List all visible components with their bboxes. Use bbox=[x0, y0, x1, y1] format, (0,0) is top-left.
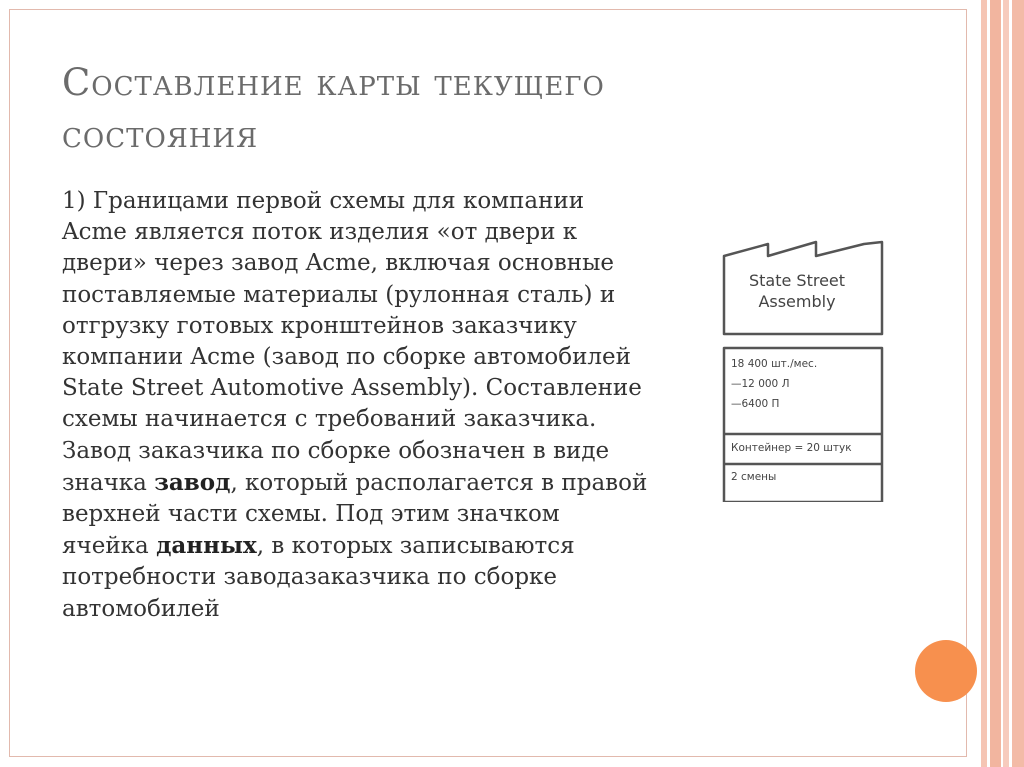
decor-stripe bbox=[981, 0, 987, 767]
body-text-3: , в которых записываются потребности заводазаказчика по сборке автомобилей bbox=[62, 533, 575, 622]
body-paragraph bbox=[62, 186, 652, 625]
accent-circle bbox=[915, 640, 977, 702]
factory-label bbox=[724, 270, 870, 312]
data-cell-container: Контейнер = 20 штук bbox=[731, 442, 852, 454]
data-cell-demand: 18 400 шт./мес. bbox=[731, 358, 818, 370]
title-line-2: состояния bbox=[62, 113, 259, 156]
data-cell-r: —6400 П bbox=[731, 398, 780, 410]
body-text-2: , который располагается в правой верхней части схемы. Под этим значком ячейка bbox=[62, 469, 648, 560]
decor-stripe bbox=[1012, 0, 1024, 767]
data-cell-shifts: 2 смены bbox=[731, 471, 777, 483]
decor-stripe bbox=[1003, 0, 1009, 767]
bold-term-data: данных bbox=[156, 532, 257, 560]
bold-term-factory: завод bbox=[154, 468, 231, 496]
data-cell-l: —12 000 Л bbox=[731, 378, 790, 390]
factory-label-line-1: State Street bbox=[748, 271, 846, 290]
customer-factory-diagram bbox=[716, 232, 886, 502]
decor-stripe bbox=[990, 0, 1001, 767]
slide-title bbox=[62, 57, 762, 161]
factory-label-line-2: Assembly bbox=[758, 292, 836, 311]
body-text-1: 1) Границами первой схемы для компании Acme является поток изделия «от двери к двери» через завод Acme, включая основные поставляемые материалы (рулонная сталь) и отгрузку готовых кронштейнов заказчику компании Acme (завод по сборке автомобилей State Street Automotive Assembly). Составление схемы начинается с требований заказчика. Завод заказчика по сборке обозначен в виде значка bbox=[62, 188, 642, 496]
title-line-1: Составление карты текущего bbox=[62, 61, 605, 104]
